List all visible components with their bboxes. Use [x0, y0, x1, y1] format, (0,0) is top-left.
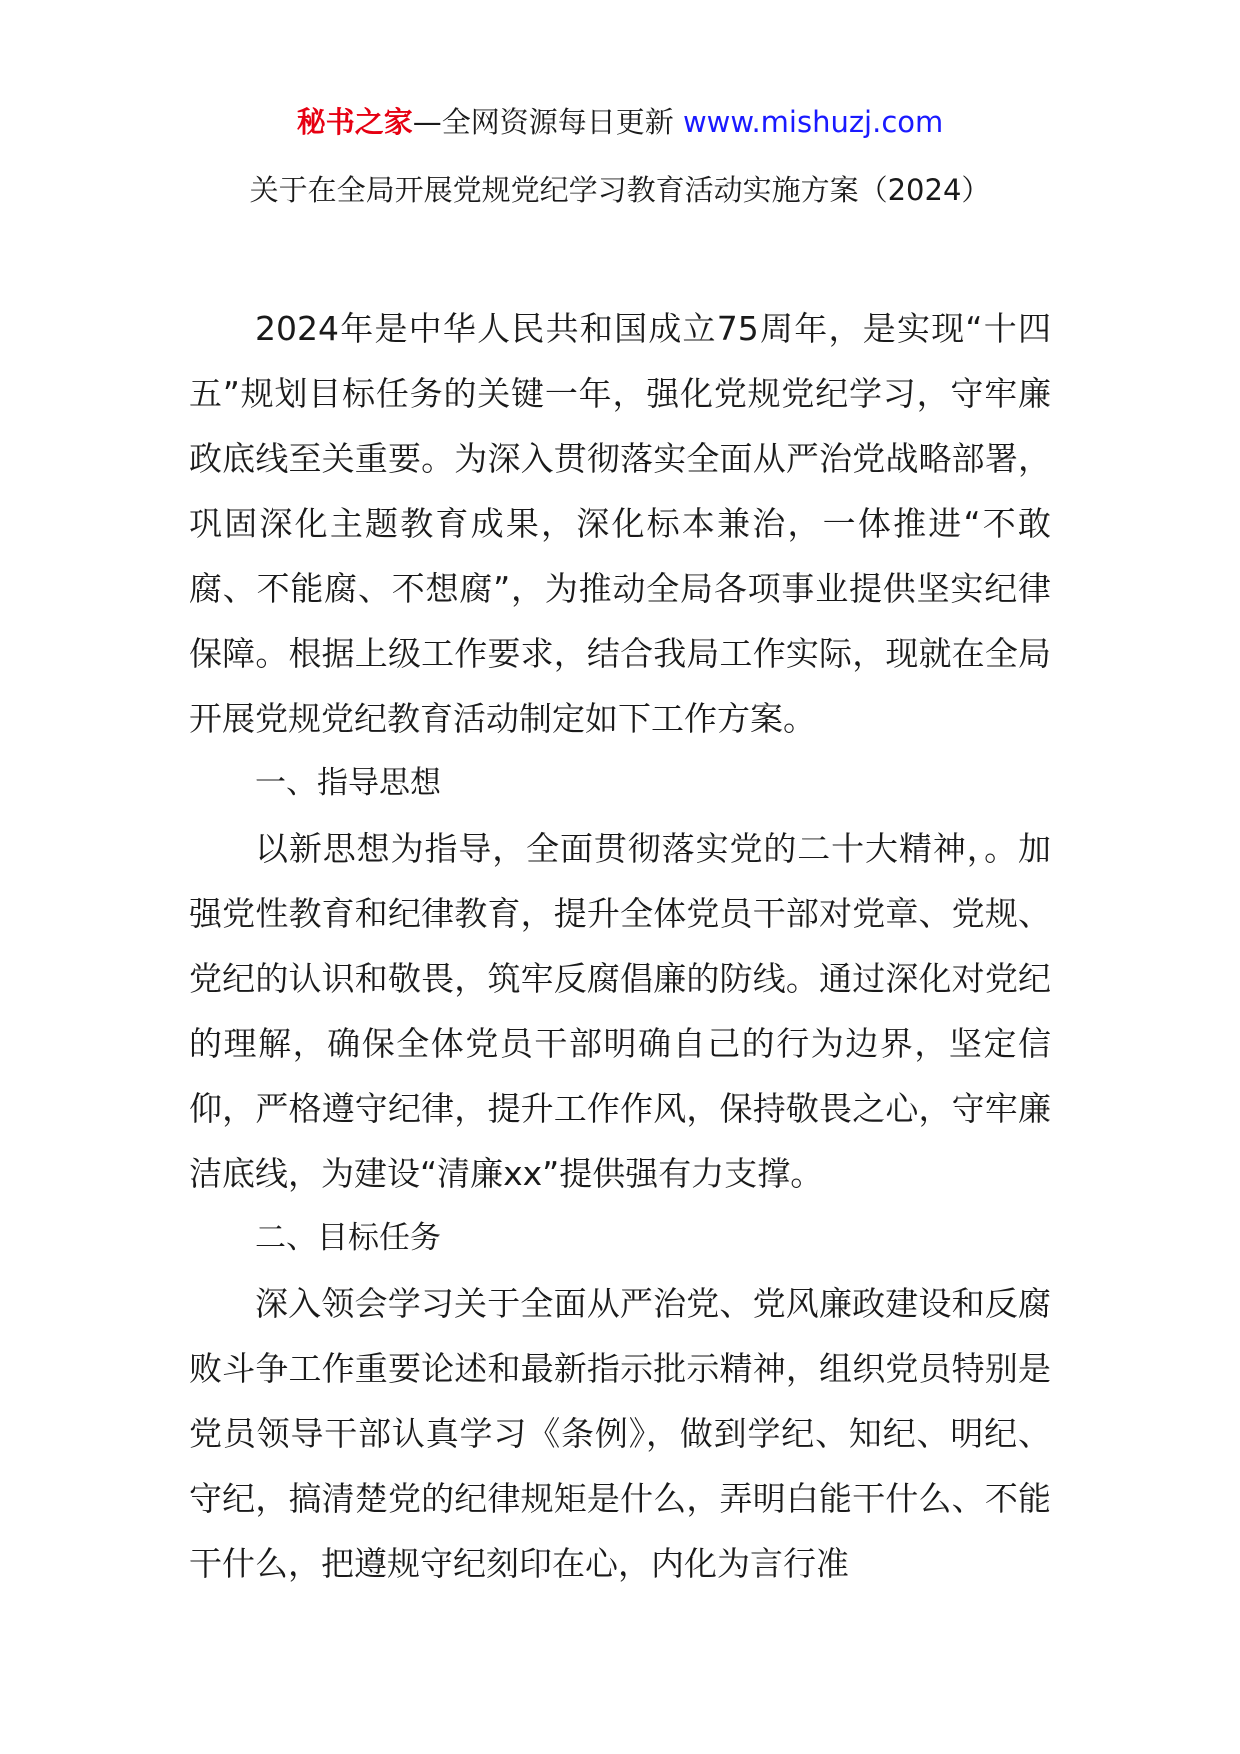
site-brand: 秘书之家 [296, 105, 413, 139]
site-header [0, 100, 1240, 144]
section-body-guiding-ideology: 以新思想为指导，全面贯彻落实党的二十大精神，。加强党性教育和纪律教育，提升全体党员干部对党章、党规、党纪的认识和敬畏，筑牢反腐倡廉的防线。通过深化对党纪的理解，确保全体党员干部明确自己的行为边界，坚定信仰，严格遵守纪律，提升工作作风，保持敬畏之心，守牢廉洁底线，为建设“清廉xx”提供强有力支撑。 [189, 829, 1051, 1193]
document-title: 关于在全局开展党规党纪学习教育活动实施方案（2024） [249, 173, 991, 207]
section-body-objectives: 深入领会学习关于全面从严治党、党风廉政建设和反腐败斗争工作重要论述和最新指示批示精神，组织党员特别是党员领导干部认真学习《条例》，做到学纪、知纪、明纪、守纪，搞清楚党的纪律规矩是什么，弄明白能干什么、不能干什么，把遵规守纪刻印在心，内化为言行准 [189, 1284, 1051, 1583]
intro-paragraph: 2024年是中华人民共和国成立75周年，是实现“十四五”规划目标任务的关键一年，强化党规党纪学习，守牢廉政底线至关重要。为深入贯彻落实全面从严治党战略部署，巩固深化主题教育成果，深化标本兼治，一体推进“不敢腐、不能腐、不想腐”，为推动全局各项事业提供坚实纪律保障。根据上级工作要求，结合我局工作实际，现就在全局开展党规党纪教育活动制定如下工作方案。 [189, 309, 1051, 738]
document-body [189, 296, 1051, 1596]
section-heading-objectives: 二、目标任务 [255, 1220, 441, 1256]
section-heading-guiding-ideology: 一、指导思想 [255, 765, 441, 801]
site-url-link[interactable]: www.mishuzj.com [682, 105, 944, 139]
site-tagline: —全网资源每日更新 [412, 105, 674, 139]
